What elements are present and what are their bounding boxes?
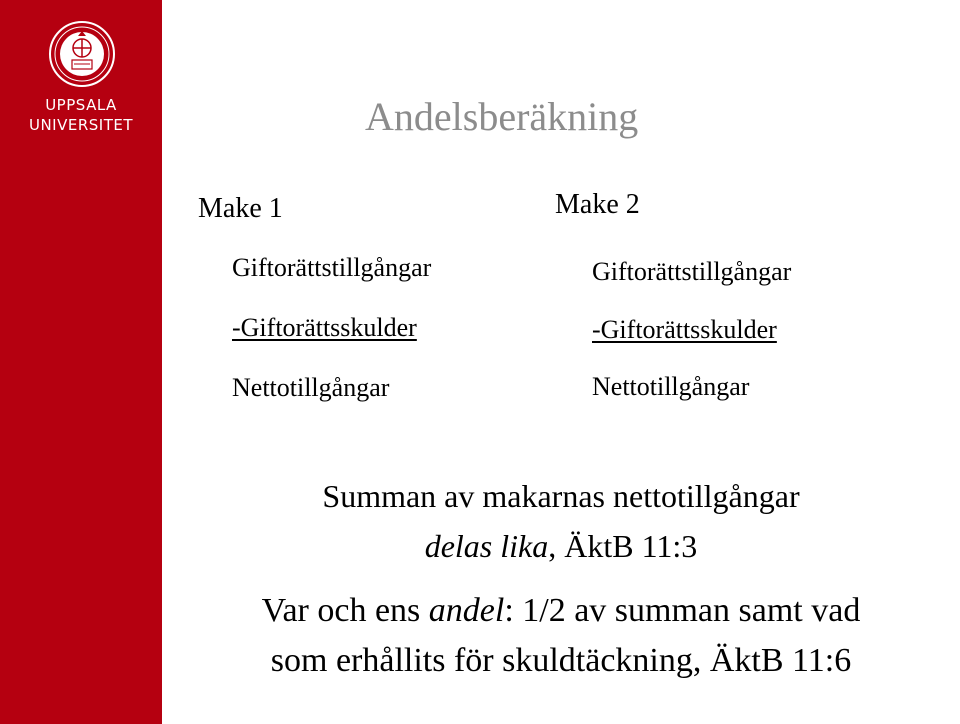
- summary-line3-start: Var och ens: [261, 592, 429, 629]
- make1-heading: Make 1: [198, 193, 283, 224]
- make2-net: Nettotillgångar: [592, 372, 750, 401]
- make1-net: Nettotillgångar: [232, 373, 390, 402]
- make2-heading: Make 2: [555, 189, 640, 220]
- university-name-line2: UNIVERSITET: [28, 116, 134, 134]
- university-seal-icon: [48, 20, 116, 88]
- make1-debts: -Giftorättsskulder: [232, 313, 417, 342]
- summary-line4: som erhållits för skuldtäckning, ÄktB 11:6: [270, 642, 852, 679]
- university-name-line1: UPPSALA: [45, 96, 117, 114]
- sidebar: [0, 0, 162, 724]
- make1-assets: Giftorättstillgångar: [232, 253, 432, 282]
- summary-line1: Summan av makarnas nettotillgångar: [322, 478, 800, 514]
- summary-line3-rest: : 1/2 av summan samt vad: [504, 592, 861, 629]
- make2-assets: Giftorättstillgångar: [592, 257, 792, 286]
- summary-line2: [162, 528, 960, 565]
- summary-line3-italic: andel: [428, 592, 505, 629]
- summary-line2-rest: , ÄktB 11:3: [548, 528, 698, 564]
- summary-line2-italic: delas lika: [424, 528, 549, 564]
- summary-line3: [162, 592, 960, 630]
- make2-debts: -Giftorättsskulder: [592, 315, 777, 344]
- page-title: Andelsberäkning: [365, 94, 639, 139]
